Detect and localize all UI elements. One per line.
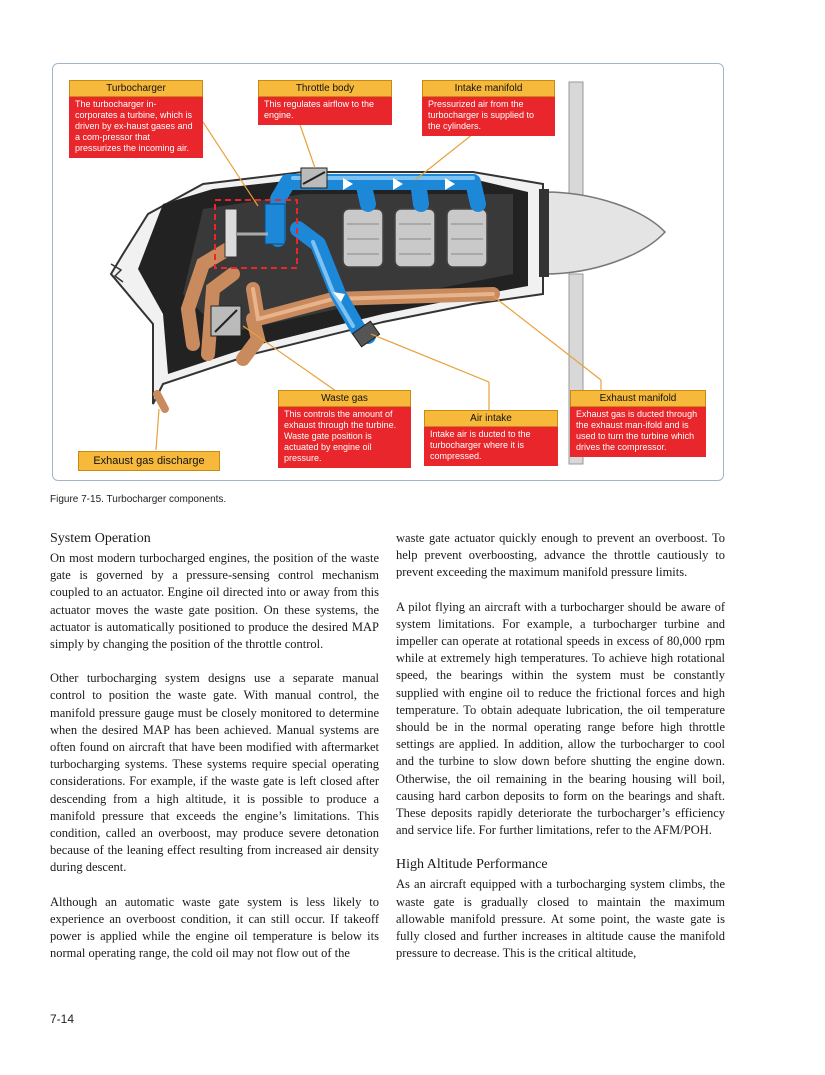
turbocharger-figure <box>52 63 724 481</box>
paragraph: waste gate actuator quickly enough to prevent an overboost. To help prevent overboosting, advance the throttle cautiously to prevent exceeding the maximum manifold pressure limits. <box>396 531 725 580</box>
paragraph: Other turbocharging system designs use a separate manual control to position the waste gate. With manual control, the manifold pressure gauge must be closely monitored to determine when the desired MAP has been achieved. Manual systems are often found on aircraft that have been modified with aftermarket turbocharging systems. These systems require special operating considerations. For example, if the waste gate is left closed after descending from a high altitude, it is possible to produce a manifold pressure that exceeds the engine’s limitations. This condition, called an overboost, may produce severe detonation because of the leaning effect resulting from increased air density during descent. <box>50 671 379 875</box>
callout-throttle-body-title: Throttle body <box>258 80 392 97</box>
exhaust-discharge-stub <box>157 394 165 409</box>
cylinders <box>343 209 487 267</box>
heading-high-altitude-performance: High Altitude Performance <box>396 857 548 873</box>
callout-exhaust-manifold-title: Exhaust manifold <box>570 390 706 407</box>
figure-caption: Figure 7-15. Turbocharger components. <box>50 494 227 505</box>
callout-turbocharger-title: Turbocharger <box>69 80 203 97</box>
paragraph: Although an automatic waste gate system is less likely to experience an overboost condition, it can still occur. If takeoff power is applied while the engine oil temperature is below its normal operating range, the cold oil may not flow out of the <box>50 894 379 961</box>
callout-waste-gas-title: Waste gas <box>278 390 411 407</box>
callout-throttle-body-text: This regulates airflow to the engine. <box>258 97 392 125</box>
callout-exhaust-manifold <box>570 390 706 457</box>
callout-air-intake <box>424 410 558 466</box>
callout-exhaust-manifold-text: Exhaust gas is ducted through the exhaust man-ifold and is used to turn the turbine which drives the compressor. <box>570 407 706 457</box>
cylinder-2 <box>395 209 435 267</box>
cylinder-1 <box>343 209 383 267</box>
page-number: 7-14 <box>50 1012 75 1026</box>
paragraph: A pilot flying an aircraft with a turbocharger should be aware of system limitations. For example, a turbocharger turbine and impeller can operate at rotational speeds in excess of 80,000 rpm while at extremely high temperatures. To achieve high rotational speed, the bearings within the system must be constantly supplied with engine oil to reduce the frictional forces and high temperature. To obtain adequate lubrication, the oil temperature should be in the normal operating range before high throttle settings are applied. In addition, allow the turbocharger to cool and the turbine to slow down before shutting the engine down. Otherwise, the oil remaining in the bearing housing will boil, causing hard carbon deposits to form on the bearings and shaft. These deposits rapidly deteriorate the turbocharger’s efficiency and service life. For further limitations, refer to the AFM/POH. <box>396 599 725 838</box>
right-column <box>396 530 725 979</box>
callout-air-intake-text: Intake air is ducted to the turbocharger where it is compressed. <box>424 427 558 466</box>
heading-system-operation: System Operation <box>50 531 151 546</box>
callout-exhaust-discharge <box>78 451 220 471</box>
spinner-backplate <box>539 189 549 277</box>
callout-turbocharger-text: The turbocharger in-corporates a turbine, which is driven by ex-haust gases and a com-pressor that pressurizes the incoming air. <box>69 97 203 158</box>
spinner <box>545 192 665 274</box>
callout-air-intake-title: Air intake <box>424 410 558 427</box>
paragraph: On most modern turbocharged engines, the position of the waste gate is governed by a pressure-sensing control mechanism coupled to an actuator. Engine oil directed into or away from this actuator moves the waste gate position. On these systems, the actuator is automatically positioned to produce the desired MAP simply by changing the position of the throttle control. <box>50 551 379 652</box>
callout-waste-gas <box>278 390 411 468</box>
left-column <box>50 530 379 979</box>
callout-exhaust-discharge-title: Exhaust gas discharge <box>78 451 220 471</box>
callout-turbocharger <box>69 80 203 158</box>
callout-waste-gas-text: This controls the amount of exhaust through the turbine. Waste gate position is actuated by engine oil pressure. <box>278 407 411 468</box>
callout-intake-manifold <box>422 80 555 136</box>
callout-intake-manifold-text: Pressurized air from the turbocharger is supplied to the cylinders. <box>422 97 555 136</box>
cylinder-3 <box>447 209 487 267</box>
callout-intake-manifold-title: Intake manifold <box>422 80 555 97</box>
callout-throttle-body <box>258 80 392 125</box>
paragraph: As an aircraft equipped with a turbocharging system climbs, the waste gate is gradually closed to maintain the maximum allowable manifold pressure. At some point, the waste gate is fully closed and further increases in altitude cause the manifold pressure to decrease. This is the critical altitude, <box>396 877 725 961</box>
